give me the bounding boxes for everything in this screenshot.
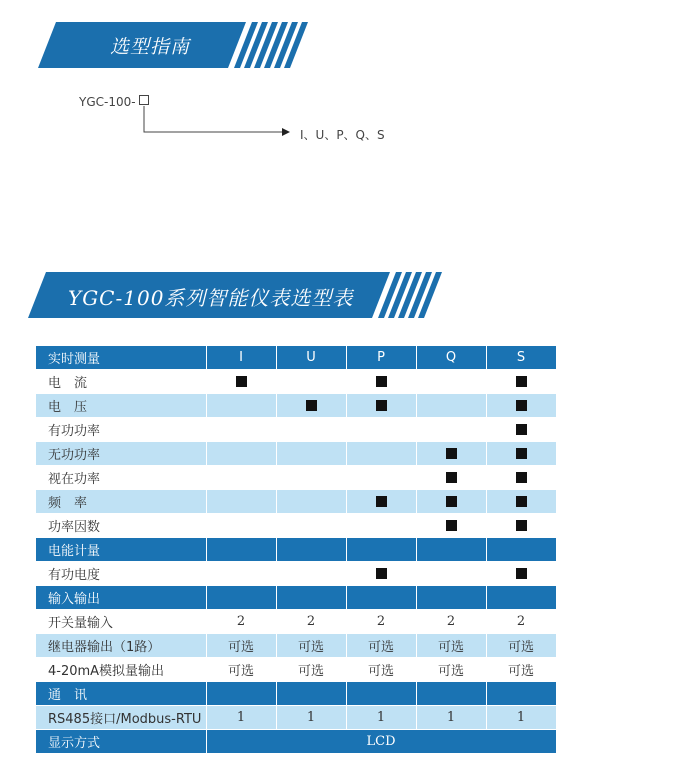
row-label: 有功功率 (36, 418, 206, 442)
table-row (36, 370, 556, 394)
table-cell (276, 466, 346, 490)
filled-square-icon (516, 376, 527, 387)
table-cell: 1 (276, 706, 346, 730)
filled-square-icon (446, 448, 457, 459)
selection-table (36, 346, 557, 754)
column-header (346, 586, 416, 610)
table-section-header (36, 682, 556, 706)
row-label: 电 压 (36, 394, 206, 418)
table-cell: 可选 (276, 658, 346, 682)
column-header (206, 538, 276, 562)
row-label: 输入输出 (36, 586, 206, 610)
table-cell: 可选 (486, 634, 556, 658)
table-cell: 1 (486, 706, 556, 730)
feature-mark (486, 490, 556, 514)
table-cell: 1 (346, 706, 416, 730)
column-header (276, 586, 346, 610)
column-header (206, 586, 276, 610)
table-cell: 可选 (206, 634, 276, 658)
row-label: 无功功率 (36, 442, 206, 466)
row-label: 显示方式 (36, 730, 206, 754)
feature-mark (276, 394, 346, 418)
table-cell (346, 442, 416, 466)
filled-square-icon (306, 400, 317, 411)
table-row (36, 394, 556, 418)
table-row (36, 634, 556, 658)
section-title: YGC-100系列智能仪表选型表 (68, 286, 354, 310)
column-header (276, 682, 346, 706)
table-cell: 可选 (206, 658, 276, 682)
filled-square-icon (376, 496, 387, 507)
filled-square-icon (446, 472, 457, 483)
filled-square-icon (446, 496, 457, 507)
column-header (416, 586, 486, 610)
filled-square-icon (376, 376, 387, 387)
column-header (416, 538, 486, 562)
table-row (36, 442, 556, 466)
column-header (486, 538, 556, 562)
table-cell (276, 490, 346, 514)
table-cell: 1 (206, 706, 276, 730)
table-cell (346, 514, 416, 538)
model-code-connector (0, 0, 700, 200)
table-cell (416, 370, 486, 394)
table-row (36, 658, 556, 682)
table-row (36, 610, 556, 634)
feature-mark (206, 370, 276, 394)
table-cell: 2 (346, 610, 416, 634)
feature-mark (486, 370, 556, 394)
filled-square-icon (236, 376, 247, 387)
feature-mark (416, 466, 486, 490)
table-cell (276, 442, 346, 466)
table-cell (206, 562, 276, 586)
feature-mark (486, 394, 556, 418)
column-header (346, 682, 416, 706)
feature-mark (486, 418, 556, 442)
table-row (36, 562, 556, 586)
table-row-display (36, 730, 556, 754)
feature-mark (346, 562, 416, 586)
feature-mark (346, 394, 416, 418)
column-header (486, 586, 556, 610)
column-header (486, 682, 556, 706)
feature-mark (346, 370, 416, 394)
table-cell: 2 (416, 610, 486, 634)
table-cell (276, 418, 346, 442)
table-row (36, 466, 556, 490)
feature-mark (486, 442, 556, 466)
table-cell: 可选 (416, 634, 486, 658)
table-row (36, 490, 556, 514)
column-header (206, 682, 276, 706)
row-label: 继电器输出（1路） (36, 634, 206, 658)
feature-mark (416, 490, 486, 514)
table-cell: 可选 (346, 658, 416, 682)
table-cell: 1 (416, 706, 486, 730)
table-cell (206, 466, 276, 490)
row-label: 功率因数 (36, 514, 206, 538)
section-banner-selection-table (28, 272, 448, 318)
filled-square-icon (516, 568, 527, 579)
row-label: 频 率 (36, 490, 206, 514)
table-cell (206, 490, 276, 514)
feature-mark (486, 466, 556, 490)
column-header: Q (416, 346, 486, 370)
table-cell: 可选 (276, 634, 346, 658)
filled-square-icon (516, 520, 527, 531)
feature-mark (346, 490, 416, 514)
table-cell: 2 (206, 610, 276, 634)
table-cell (276, 514, 346, 538)
model-code: YGC-100- (79, 95, 136, 109)
column-header (416, 682, 486, 706)
row-label: 有功电度 (36, 562, 206, 586)
table-cell (206, 394, 276, 418)
filled-square-icon (516, 448, 527, 459)
table-cell (346, 418, 416, 442)
filled-square-icon (516, 472, 527, 483)
table-cell (416, 418, 486, 442)
table-cell (276, 562, 346, 586)
row-label: 4-20mA模拟量输出 (36, 658, 206, 682)
column-header (276, 538, 346, 562)
row-label: 通 讯 (36, 682, 206, 706)
filled-square-icon (516, 400, 527, 411)
feature-mark (416, 442, 486, 466)
column-header: S (486, 346, 556, 370)
feature-mark (486, 514, 556, 538)
model-options: I、U、P、Q、S (300, 128, 385, 142)
table-cell (206, 514, 276, 538)
table-cell (346, 466, 416, 490)
table-cell (206, 442, 276, 466)
section-title: 选型指南 (110, 36, 191, 58)
table-section-header (36, 538, 556, 562)
table-cell (416, 394, 486, 418)
arrow-right-icon (282, 128, 290, 136)
row-label: 视在功率 (36, 466, 206, 490)
row-label: 电 流 (36, 370, 206, 394)
table-row (36, 706, 556, 730)
table-section-header (36, 346, 556, 370)
row-label: 开关量输入 (36, 610, 206, 634)
row-label: RS485接口/Modbus-RTU (36, 706, 206, 730)
column-header: P (346, 346, 416, 370)
filled-square-icon (376, 568, 387, 579)
filled-square-icon (516, 424, 527, 435)
feature-mark (416, 514, 486, 538)
table-cell (416, 562, 486, 586)
table-row (36, 418, 556, 442)
table-cell: 可选 (486, 658, 556, 682)
column-header: U (276, 346, 346, 370)
filled-square-icon (446, 520, 457, 531)
feature-mark (486, 562, 556, 586)
row-label: 电能计量 (36, 538, 206, 562)
table-row (36, 514, 556, 538)
table-cell (276, 370, 346, 394)
table-cell: 可选 (346, 634, 416, 658)
column-header: I (206, 346, 276, 370)
filled-square-icon (376, 400, 387, 411)
table-cell (206, 418, 276, 442)
table-cell: 可选 (416, 658, 486, 682)
table-cell: 2 (276, 610, 346, 634)
row-label: 实时测量 (36, 346, 206, 370)
table-section-header (36, 586, 556, 610)
display-value: LCD (206, 730, 556, 754)
column-header (346, 538, 416, 562)
filled-square-icon (516, 496, 527, 507)
table-cell: 2 (486, 610, 556, 634)
